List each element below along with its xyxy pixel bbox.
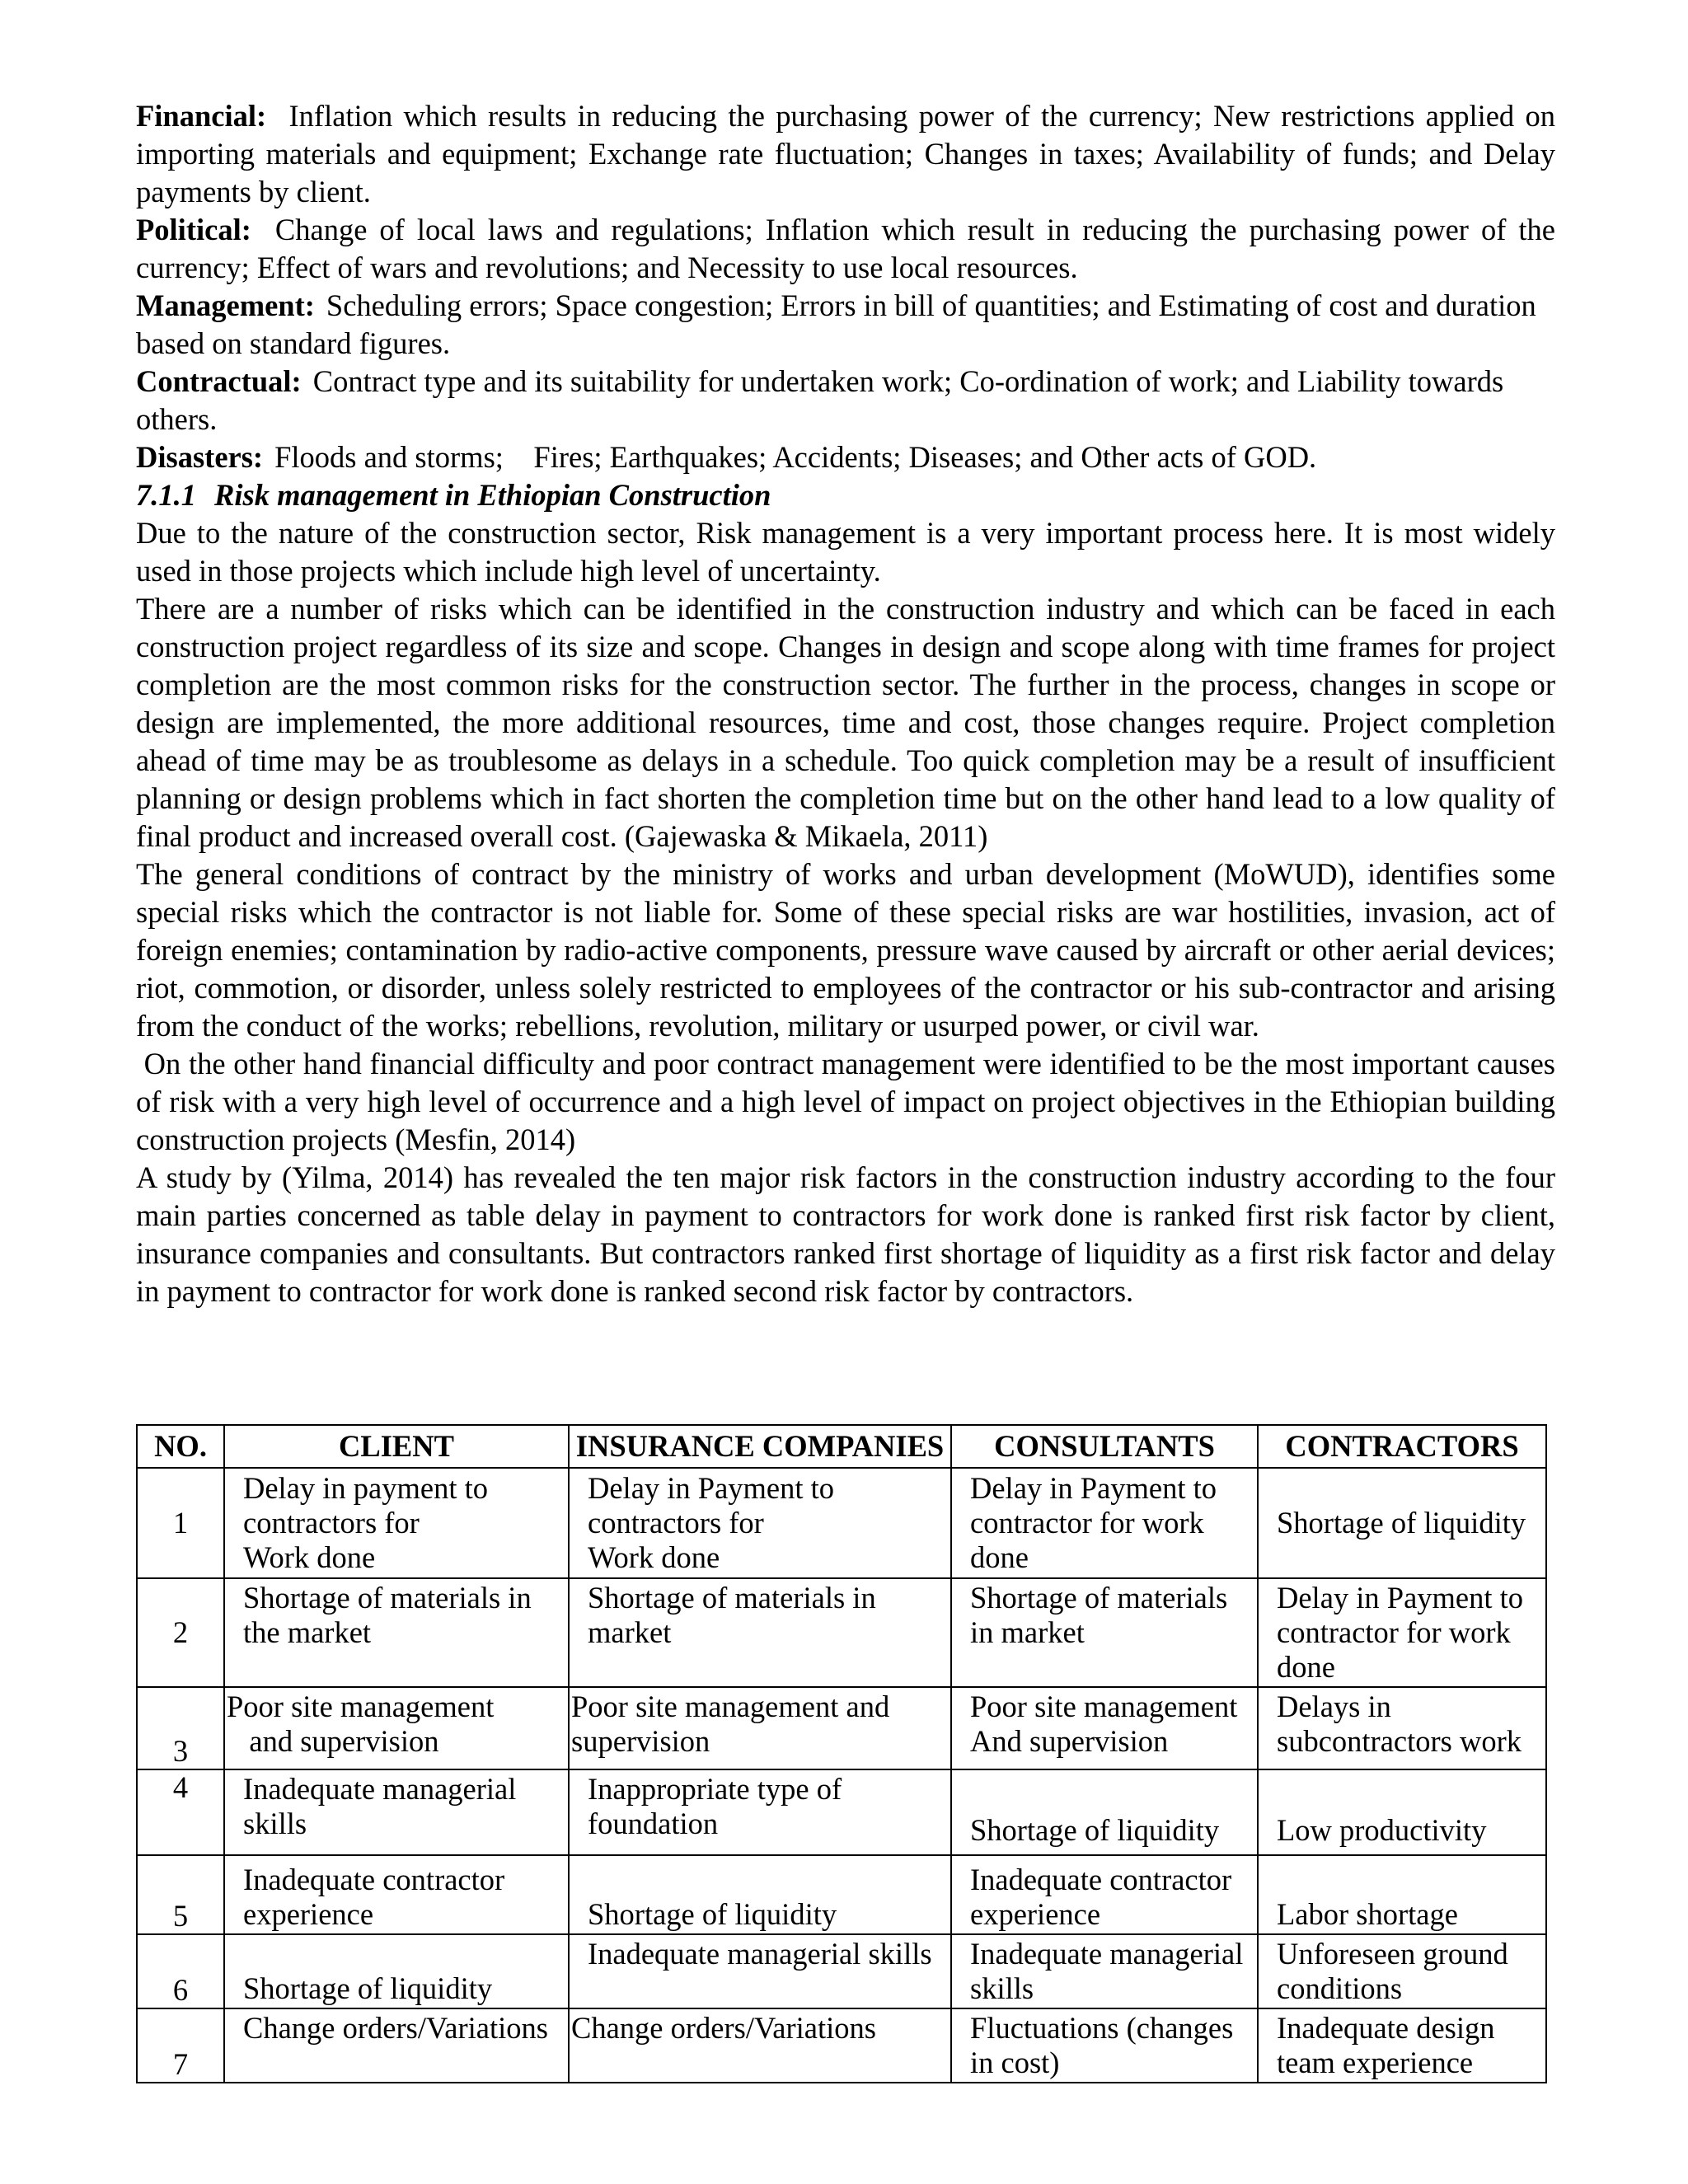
row-number: 7 bbox=[137, 2008, 224, 2083]
header-insurance: INSURANCE COMPANIES bbox=[569, 1425, 951, 1468]
header-no: NO. bbox=[137, 1425, 224, 1468]
insurance-cell: Delay in Payment to contractors for Work done bbox=[569, 1468, 951, 1578]
disasters-text: Floods and storms; Fires; Earthquakes; Accidents; Diseases; and Other acts of GOD. bbox=[274, 440, 1317, 474]
insurance-cell: Inappropriate type of foundation bbox=[569, 1769, 951, 1855]
header-contractors: CONTRACTORS bbox=[1258, 1425, 1546, 1468]
body-paragraph-3: The general conditions of contract by the ministry of works and urban development (MoWUD), identifies some special risks which the contractor is not liable for. Some of these special risks are war hostilities, invasion, act of foreign enemies; contamination by radio-active components, pressure wave caused by aircraft or other aerial devices; riot, commotion, or disorder, unless solely restricted to employees of the contractor or his sub-contractor and arising from the conduct of the works; rebellions, revolution, military or usurped power, or civil war. bbox=[136, 857, 1555, 1043]
client-cell: Poor site management and supervision bbox=[224, 1687, 569, 1769]
contractors-cell: Delays in subcontractors work bbox=[1258, 1687, 1546, 1769]
consultants-cell: Inadequate contractor experience bbox=[951, 1855, 1258, 1934]
body-paragraph-4: On the other hand financial difficulty and poor contract management were identified to be the most important causes of risk with a very high level of occurrence and a high level of impact on project objectives in the Ethiopian building construction projects (Mesfin, 2014) bbox=[136, 1047, 1564, 1156]
contractors-cell: Labor shortage bbox=[1258, 1855, 1546, 1934]
consultants-cell: Poor site management And supervision bbox=[951, 1687, 1258, 1769]
client-cell: Inadequate contractor experience bbox=[224, 1855, 569, 1934]
disasters-paragraph bbox=[136, 438, 1555, 476]
header-client: CLIENT bbox=[224, 1425, 569, 1468]
financial-paragraph bbox=[136, 97, 1555, 211]
consultants-cell: Inadequate managerial skills bbox=[951, 1934, 1258, 2008]
consultants-cell: Shortage of materials in market bbox=[951, 1578, 1258, 1687]
client-cell: Change orders/Variations bbox=[224, 2008, 569, 2083]
client-cell: Delay in payment to contractors for Work done bbox=[224, 1468, 569, 1578]
table-row bbox=[137, 1687, 1546, 1769]
table-row bbox=[137, 1578, 1546, 1687]
row-number: 5 bbox=[137, 1855, 224, 1934]
table-row bbox=[137, 1934, 1546, 2008]
insurance-cell: Shortage of liquidity bbox=[569, 1855, 951, 1934]
contractors-cell: Shortage of liquidity bbox=[1258, 1468, 1546, 1578]
contractors-cell: Delay in Payment to contractor for work done bbox=[1258, 1578, 1546, 1687]
row-number: 4 bbox=[137, 1769, 224, 1855]
client-cell: Inadequate managerial skills bbox=[224, 1769, 569, 1855]
section-title: Risk management in Ethiopian Construction bbox=[214, 478, 771, 512]
management-text: Scheduling errors; Space congestion; Errors in bill of quantities; and Estimating of cost and duration based on standard figures. bbox=[136, 288, 1536, 360]
contractors-cell: Low productivity bbox=[1258, 1769, 1546, 1855]
consultants-cell: Delay in Payment to contractor for work done bbox=[951, 1468, 1258, 1578]
financial-text: Inflation which results in reducing the purchasing power of the currency; New restrictions applied on importing materials and equipment; Exchange rate fluctuation; Changes in taxes; Availability of funds; and Delay payments by client. bbox=[136, 99, 1556, 209]
financial-label: Financial: bbox=[136, 99, 267, 133]
contractual-text: Contract type and its suitability for undertaken work; Co-ordination of work; and Liability towards others. bbox=[136, 364, 1504, 436]
section-heading bbox=[136, 476, 1555, 514]
insurance-cell: Inadequate managerial skills bbox=[569, 1934, 951, 2008]
contractors-cell: Inadequate design team experience bbox=[1258, 2008, 1546, 2083]
contractual-paragraph bbox=[136, 363, 1555, 438]
body-paragraph-1: Due to the nature of the construction sector, Risk management is a very important process here. It is most widely used in those projects which include high level of uncertainty. bbox=[136, 516, 1555, 588]
row-number: 3 bbox=[137, 1687, 224, 1769]
political-text: Change of local laws and regulations; Inflation which result in reducing the purchasing power of the currency; Effect of wars and revolutions; and Necessity to use local resources. bbox=[136, 213, 1556, 284]
consultants-cell: Fluctuations (changes in cost) bbox=[951, 2008, 1258, 2083]
row-number: 6 bbox=[137, 1934, 224, 2008]
client-cell: Shortage of liquidity bbox=[224, 1934, 569, 2008]
body-paragraph-2: There are a number of risks which can be identified in the construction industry and which can be faced in each construction project regardless of its size and scope. Changes in design and scope along with time frames for project completion are the most common risks for the construction sector. The further in the process, changes in scope or design are implemented, the more additional resources, time and cost, those changes require. Project completion ahead of time may be as troublesome as delays in a schedule. Too quick completion may be a result of insufficient planning or design problems which in fact shorten the completion time but on the other hand lead to a low quality of final product and increased overall cost. (Gajewaska & Mikaela, 2011) bbox=[136, 592, 1555, 853]
section-number: 7.1.1 bbox=[136, 478, 196, 512]
client-cell: Shortage of materials in the market bbox=[224, 1578, 569, 1687]
disasters-label: Disasters: bbox=[136, 440, 264, 474]
management-label: Management: bbox=[136, 288, 315, 322]
insurance-cell: Poor site management and supervision bbox=[569, 1687, 951, 1769]
contractors-cell: Unforeseen ground conditions bbox=[1258, 1934, 1546, 2008]
body-paragraph-5: A study by (Yilma, 2014) has revealed the ten major risk factors in the construction industry according to the four main parties concerned as table delay in payment to contractors for work done is ranked first risk factor by client, insurance companies and consultants. But contractors ranked first shortage of liquidity as a first risk factor and delay in payment to contractor for work done is ranked second risk factor by contractors. bbox=[136, 1160, 1555, 1308]
table-row bbox=[137, 1769, 1546, 1855]
header-consultants: CONSULTANTS bbox=[951, 1425, 1258, 1468]
table-row bbox=[137, 1468, 1546, 1578]
table-row bbox=[137, 2008, 1546, 2083]
insurance-cell: Shortage of materials in market bbox=[569, 1578, 951, 1687]
table-header-row bbox=[137, 1425, 1546, 1468]
row-number: 2 bbox=[137, 1578, 224, 1687]
risk-factors-table bbox=[136, 1424, 1547, 2083]
row-number: 1 bbox=[137, 1468, 224, 1578]
political-label: Political: bbox=[136, 213, 251, 246]
page-content bbox=[136, 97, 1564, 1310]
political-paragraph bbox=[136, 211, 1555, 287]
management-paragraph bbox=[136, 287, 1555, 363]
table-row bbox=[137, 1855, 1546, 1934]
insurance-cell: Change orders/Variations bbox=[569, 2008, 951, 2083]
contractual-label: Contractual: bbox=[136, 364, 302, 398]
consultants-cell: Shortage of liquidity bbox=[951, 1769, 1258, 1855]
